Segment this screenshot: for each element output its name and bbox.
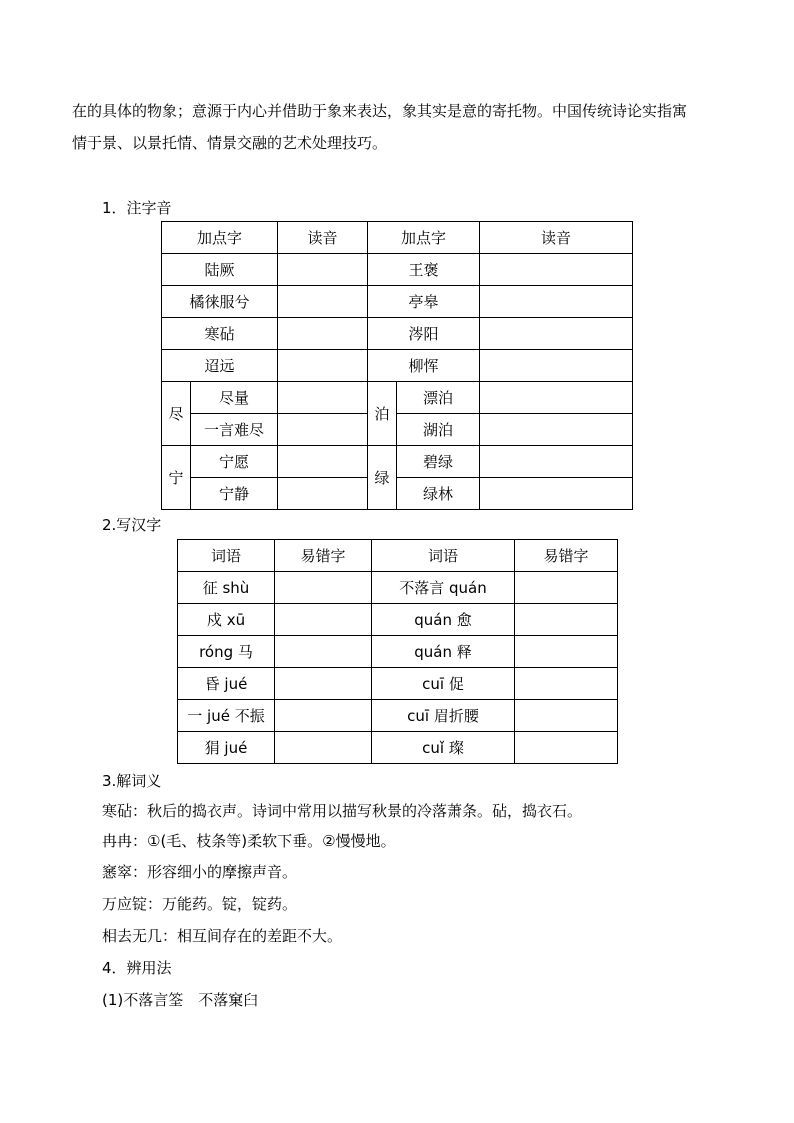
section-1-heading: 1．注字音 bbox=[102, 199, 172, 217]
word-cell: 征 shù bbox=[178, 572, 275, 604]
answer-cell bbox=[275, 572, 372, 604]
header-cell: 加点字 bbox=[162, 222, 278, 254]
word-cell: 涔阳 bbox=[368, 318, 480, 350]
answer-cell bbox=[278, 478, 368, 510]
group-char-cell: 绿 bbox=[368, 446, 397, 510]
word-cell: cuī 促 bbox=[372, 668, 515, 700]
intro-line-2: 情于景、以景托情、情景交融的艺术处理技巧。 bbox=[72, 134, 388, 152]
intro-line-1: 在的具体的物象；意源于内心并借助于象来表达，象其实是意的寄托物。中国传统诗论实指寓 bbox=[72, 102, 688, 120]
answer-cell bbox=[278, 254, 368, 286]
table-row bbox=[162, 446, 633, 478]
word-cell: 一 jué 不振 bbox=[178, 700, 275, 732]
table-row bbox=[162, 254, 633, 286]
answer-cell bbox=[275, 700, 372, 732]
answer-cell bbox=[480, 446, 633, 478]
word-cell: quán 愈 bbox=[372, 604, 515, 636]
answer-cell bbox=[515, 604, 618, 636]
word-cell: 寒砧 bbox=[162, 318, 278, 350]
table-header-row bbox=[162, 222, 633, 254]
header-cell: 读音 bbox=[480, 222, 633, 254]
word-cell: 迢远 bbox=[162, 350, 278, 382]
word-cell: 漂泊 bbox=[397, 382, 480, 414]
answer-cell bbox=[278, 446, 368, 478]
word-cell: róng 马 bbox=[178, 636, 275, 668]
word-cell: 湖泊 bbox=[397, 414, 480, 446]
table-row bbox=[178, 604, 618, 636]
answer-cell bbox=[278, 318, 368, 350]
word-cell: 橘徕服兮 bbox=[162, 286, 278, 318]
word-cell: 绿林 bbox=[397, 478, 480, 510]
answer-cell bbox=[480, 382, 633, 414]
group-char-cell: 泊 bbox=[368, 382, 397, 446]
table-row bbox=[162, 350, 633, 382]
header-cell: 易错字 bbox=[275, 540, 372, 572]
table-row bbox=[178, 572, 618, 604]
answer-cell bbox=[515, 636, 618, 668]
definition-item: 万应锭：万能药。锭，锭药。 bbox=[102, 895, 298, 913]
word-cell: 碧绿 bbox=[397, 446, 480, 478]
word-cell: 尽量 bbox=[191, 382, 278, 414]
answer-cell bbox=[480, 350, 633, 382]
section-4-heading: 4．辨用法 bbox=[102, 959, 172, 977]
word-cell: 狷 jué bbox=[178, 732, 275, 764]
table-row bbox=[162, 414, 633, 446]
answer-cell bbox=[480, 414, 633, 446]
header-cell: 词语 bbox=[372, 540, 515, 572]
table-row bbox=[178, 732, 618, 764]
intro-paragraph bbox=[72, 95, 732, 159]
word-cell: 柳恽 bbox=[368, 350, 480, 382]
answer-cell bbox=[275, 636, 372, 668]
answer-cell bbox=[480, 254, 633, 286]
answer-cell bbox=[515, 572, 618, 604]
answer-cell bbox=[278, 286, 368, 318]
group-char-cell: 尽 bbox=[162, 382, 191, 446]
answer-cell bbox=[275, 732, 372, 764]
answer-cell bbox=[515, 668, 618, 700]
table-row bbox=[162, 382, 633, 414]
word-cell: cuǐ 璨 bbox=[372, 732, 515, 764]
pinyin-table bbox=[161, 221, 633, 510]
word-cell: 王褒 bbox=[368, 254, 480, 286]
word-cell: 亭皋 bbox=[368, 286, 480, 318]
answer-cell bbox=[480, 478, 633, 510]
group-char-cell: 宁 bbox=[162, 446, 191, 510]
answer-cell bbox=[278, 414, 368, 446]
word-cell: 宁静 bbox=[191, 478, 278, 510]
table-row bbox=[162, 286, 633, 318]
answer-cell bbox=[515, 732, 618, 764]
section-2-heading: 2.写汉字 bbox=[102, 516, 162, 534]
word-cell: 不落言 quán bbox=[372, 572, 515, 604]
answer-cell bbox=[480, 318, 633, 350]
definition-item: 窸窣：形容细小的摩擦声音。 bbox=[102, 863, 298, 881]
write-characters-table bbox=[177, 539, 618, 764]
word-cell: 戍 xū bbox=[178, 604, 275, 636]
answer-cell bbox=[278, 350, 368, 382]
answer-cell bbox=[515, 700, 618, 732]
answer-cell bbox=[480, 286, 633, 318]
section-3-heading: 3.解词义 bbox=[102, 772, 162, 790]
definition-item: 寒砧：秋后的捣衣声。诗词中常用以描写秋景的冷落萧条。砧，捣衣石。 bbox=[102, 802, 583, 820]
answer-cell bbox=[278, 382, 368, 414]
header-cell: 词语 bbox=[178, 540, 275, 572]
word-cell: 一言难尽 bbox=[191, 414, 278, 446]
answer-cell bbox=[275, 668, 372, 700]
table-row bbox=[162, 478, 633, 510]
usage-item: (1)不落言筌 不落窠臼 bbox=[102, 991, 259, 1009]
header-cell: 加点字 bbox=[368, 222, 480, 254]
header-cell: 易错字 bbox=[515, 540, 618, 572]
answer-cell bbox=[275, 604, 372, 636]
table-row bbox=[178, 636, 618, 668]
word-cell: 宁愿 bbox=[191, 446, 278, 478]
definition-item: 冉冉：①(毛、枝条等)柔软下垂。②慢慢地。 bbox=[102, 832, 396, 850]
word-cell: 昏 jué bbox=[178, 668, 275, 700]
word-cell: cuī 眉折腰 bbox=[372, 700, 515, 732]
table-row bbox=[178, 700, 618, 732]
table-row bbox=[162, 318, 633, 350]
definition-item: 相去无几：相互间存在的差距不大。 bbox=[102, 927, 343, 945]
table-header-row bbox=[178, 540, 618, 572]
word-cell: 陆厥 bbox=[162, 254, 278, 286]
header-cell: 读音 bbox=[278, 222, 368, 254]
table-row bbox=[178, 668, 618, 700]
word-cell: quán 释 bbox=[372, 636, 515, 668]
